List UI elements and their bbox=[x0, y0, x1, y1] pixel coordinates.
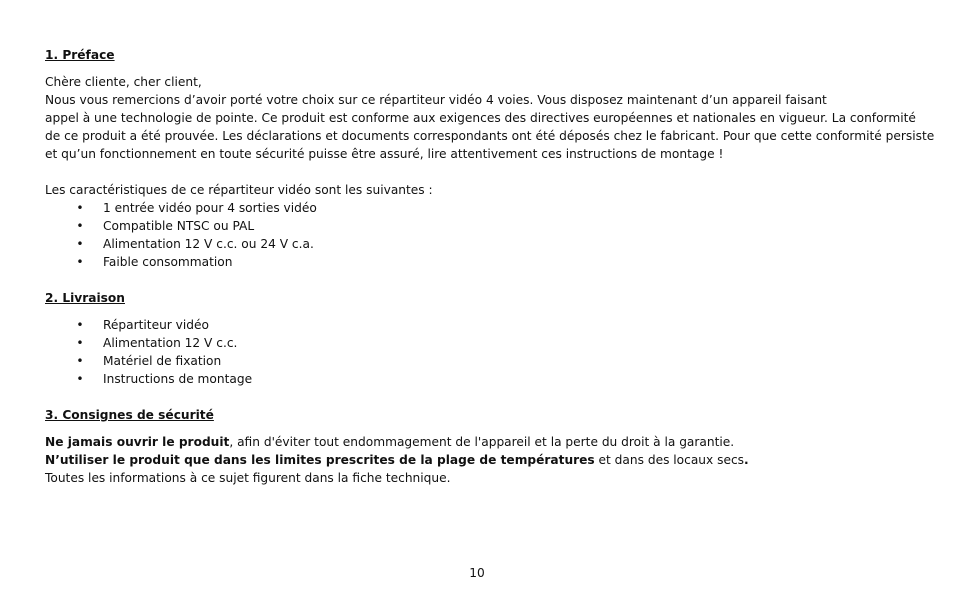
list-item-text: Faible consommation bbox=[103, 255, 233, 269]
section-heading-securite: 3. Consignes de sécurité bbox=[45, 408, 214, 422]
list-item bbox=[45, 334, 925, 352]
safety-warning-temperature: N’utiliser le produit que dans les limites prescrites de la plage de températures bbox=[45, 453, 595, 467]
safety-line-1-rest: , afin d'éviter tout endommagement de l'appareil et la perte du droit à la garantie. bbox=[229, 435, 735, 449]
spacer bbox=[45, 271, 925, 289]
spacer bbox=[45, 163, 925, 181]
bullet-icon: • bbox=[76, 237, 84, 251]
list-item-text: 1 entrée vidéo pour 4 sorties vidéo bbox=[103, 201, 317, 215]
features-intro: Les caractéristiques de ce répartiteur vidéo sont les suivantes : bbox=[45, 183, 433, 197]
preface-line-1: Nous vous remercions d’avoir porté votre choix sur ce répartiteur vidéo 4 voies. Vous disposez maintenant d’un appareil faisant bbox=[45, 93, 827, 107]
spacer bbox=[45, 388, 925, 406]
bullet-icon: • bbox=[76, 201, 84, 215]
safety-line-2 bbox=[45, 451, 925, 469]
page-content bbox=[45, 46, 935, 487]
preface-line-4: et qu’un fonctionnement en toute sécurité puisse être assuré, lire attentivement ces instructions de montage ! bbox=[45, 147, 724, 161]
list-item-text: Alimentation 12 V c.c. bbox=[103, 336, 238, 350]
bullet-icon: • bbox=[76, 255, 84, 269]
list-item-text: Matériel de fixation bbox=[103, 354, 222, 368]
list-item bbox=[45, 370, 925, 388]
spacer bbox=[45, 64, 925, 73]
safety-line-2-rest: et dans des locaux secs bbox=[594, 453, 745, 467]
list-item-text: Compatible NTSC ou PAL bbox=[103, 219, 255, 233]
spacer bbox=[45, 424, 925, 433]
bullet-icon: • bbox=[76, 318, 84, 332]
list-item bbox=[45, 217, 925, 235]
list-item-text: Alimentation 12 V c.c. ou 24 V c.a. bbox=[103, 237, 314, 251]
bullet-icon: • bbox=[76, 219, 84, 233]
page-number: 10 bbox=[469, 566, 485, 580]
spacer bbox=[45, 307, 925, 316]
delivery-list bbox=[45, 316, 925, 388]
bullet-icon: • bbox=[76, 354, 84, 368]
section-heading-livraison: 2. Livraison bbox=[45, 291, 125, 305]
list-item bbox=[45, 253, 925, 271]
list-item bbox=[45, 235, 925, 253]
preface-line-2: appel à une technologie de pointe. Ce produit est conforme aux exigences des directives européennes et nationales en vigueur. La conformité bbox=[45, 111, 916, 125]
greeting-line: Chère cliente, cher client, bbox=[45, 75, 202, 89]
bullet-icon: • bbox=[76, 372, 84, 386]
list-item bbox=[45, 199, 925, 217]
list-item bbox=[45, 352, 925, 370]
preface-line-3: de ce produit a été prouvée. Les déclarations et documents correspondants ont été déposés chez le fabricant. Pour que cette conformité persiste bbox=[45, 129, 935, 143]
list-item-text: Répartiteur vidéo bbox=[103, 318, 209, 332]
section-heading-preface: 1. Préface bbox=[45, 48, 115, 62]
list-item bbox=[45, 316, 925, 334]
list-item-text: Instructions de montage bbox=[103, 372, 253, 386]
safety-line-3: Toutes les informations à ce sujet figurent dans la fiche technique. bbox=[45, 471, 451, 485]
safety-line-1 bbox=[45, 433, 925, 451]
safety-line-2-end: . bbox=[744, 453, 749, 467]
bullet-icon: • bbox=[76, 336, 84, 350]
features-list bbox=[45, 199, 925, 271]
safety-warning-open: Ne jamais ouvrir le produit bbox=[45, 435, 230, 449]
